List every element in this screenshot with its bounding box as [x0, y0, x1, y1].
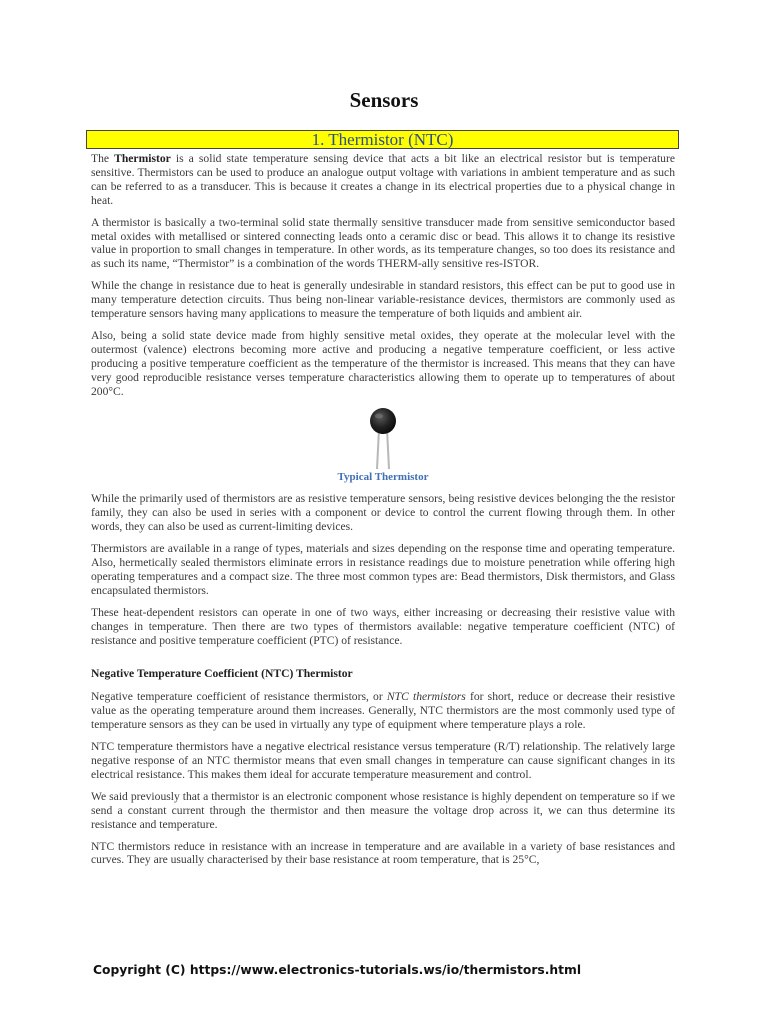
p1-lead: The [91, 152, 115, 165]
paragraph-9: NTC temperature thermistors have a negative electrical resistance versus temperature (R/T) relationship. The relatively large negative response of an NTC thermistor means that even small changes in temperature can cause significant changes in its electrical resistance. This makes them ideal for accurate temperature measurement and control. [91, 740, 675, 781]
thermistor-image [363, 407, 403, 469]
paragraph-1 [91, 152, 675, 208]
paragraph-4: Also, being a solid state device made from highly sensitive metal oxides, they operate at the molecular level with the outermost (valence) electrons becoming more active and producing a negative temperature coefficient, or less active producing a positive temperature coefficient as the temperature of the thermistor is increased. This means that they can have very good reproducible resistance verses temperature characteristics allowing them to operate up to temperatures of about 200°C. [91, 328, 675, 398]
p8-rest: for short, reduce or decrease their resistive value as the operating temperature around them increases. Generally, NTC thermistors are the most commonly used type of temperature sensors as they can be used in virtually any type of equipment where temperature plays a role. [91, 690, 675, 732]
copyright-footer: Copyright (C) https://www.electronics-tutorials.ws/io/thermistors.html [93, 963, 582, 977]
paragraph-5: While the primarily used of thermistors are as resistive temperature sensors, being resistive devices belonging the the resistor family, they can also be used in series with a component or device to control the current flowing through them. In other words, they can also be used as current-limiting devices. [91, 492, 675, 534]
p8-lead: Negative temperature coefficient of resistance thermistors, or [91, 690, 387, 704]
paragraph-7: These heat-dependent resistors can operate in one of two ways, either increasing or decreasing their resistive value with changes in temperature. Then there are two types of thermistors available: negative temperature coefficient (NTC) of resistance and positive temperature coefficient (PTC) of resistance. [91, 605, 675, 647]
paragraph-11: NTC thermistors reduce in resistance with an increase in temperature and are available in a variety of base resistances and curves. They are usually characterised by their base resistance at room temperature, that is 25°C, [91, 839, 675, 867]
ntc-heading: Negative Temperature Coefficient (NTC) Thermistor [91, 667, 353, 681]
paragraph-6: Thermistors are available in a range of types, materials and sizes depending on the response time and operating temperature. Also, hermetically sealed thermistors eliminate errors in resistance readings due to moisture penetration while offering high operating temperatures and a compact size. The three most common types are: Bead thermistors, Disk thermistors, and Glass encapsulated thermistors. [91, 542, 675, 597]
paragraph-8 [91, 690, 675, 732]
thermistor-figure [91, 407, 675, 485]
thermistor-term: Thermistor [114, 152, 171, 165]
document-body [91, 152, 675, 875]
section-heading: 1. Thermistor (NTC) [86, 130, 679, 149]
paragraph-2: A thermistor is basically a two-terminal solid state thermally sensitive transducer made from sensitive semiconductor based metal oxides with metallised or sintered connecting leads onto a ceramic disc or bead. This allows it to change its resistive value in proportion to small changes in temperature. In other words, as its temperature changes, so too does its resistance and as such its name, “Thermistor” is a combination of the words THERM-ally sensitive res-ISTOR. [91, 215, 675, 271]
figure-caption: Typical Thermistor [337, 470, 429, 483]
paragraph-10: We said previously that a thermistor is an electronic component whose resistance is highly dependent on temperature so if we send a constant current through the thermistor and then measure the voltage drop across it, we can thus determine its resistance and temperature. [91, 789, 675, 831]
ntc-term: NTC thermistors [386, 690, 466, 704]
p1-rest: is a solid state temperature sensing device that acts a bit like an electrical resistor but is temperature sensitive. Thermistors can be used to produce an analogue output voltage with variations in ambient temperature and as such can be referred to as a transducer. This is because it creates a change in its electrical properties due to a physical change in heat. [91, 152, 675, 207]
paragraph-3: While the change in resistance due to heat is generally undesirable in standard resistors, this effect can be put to good use in many temperature detection circuits. Thus being non-linear variable-resistance devices, thermistors are commonly used as temperature sensors having many applications to measure the temperature of both liquids and ambient air. [91, 279, 675, 321]
document-title: Sensors [349, 88, 419, 112]
